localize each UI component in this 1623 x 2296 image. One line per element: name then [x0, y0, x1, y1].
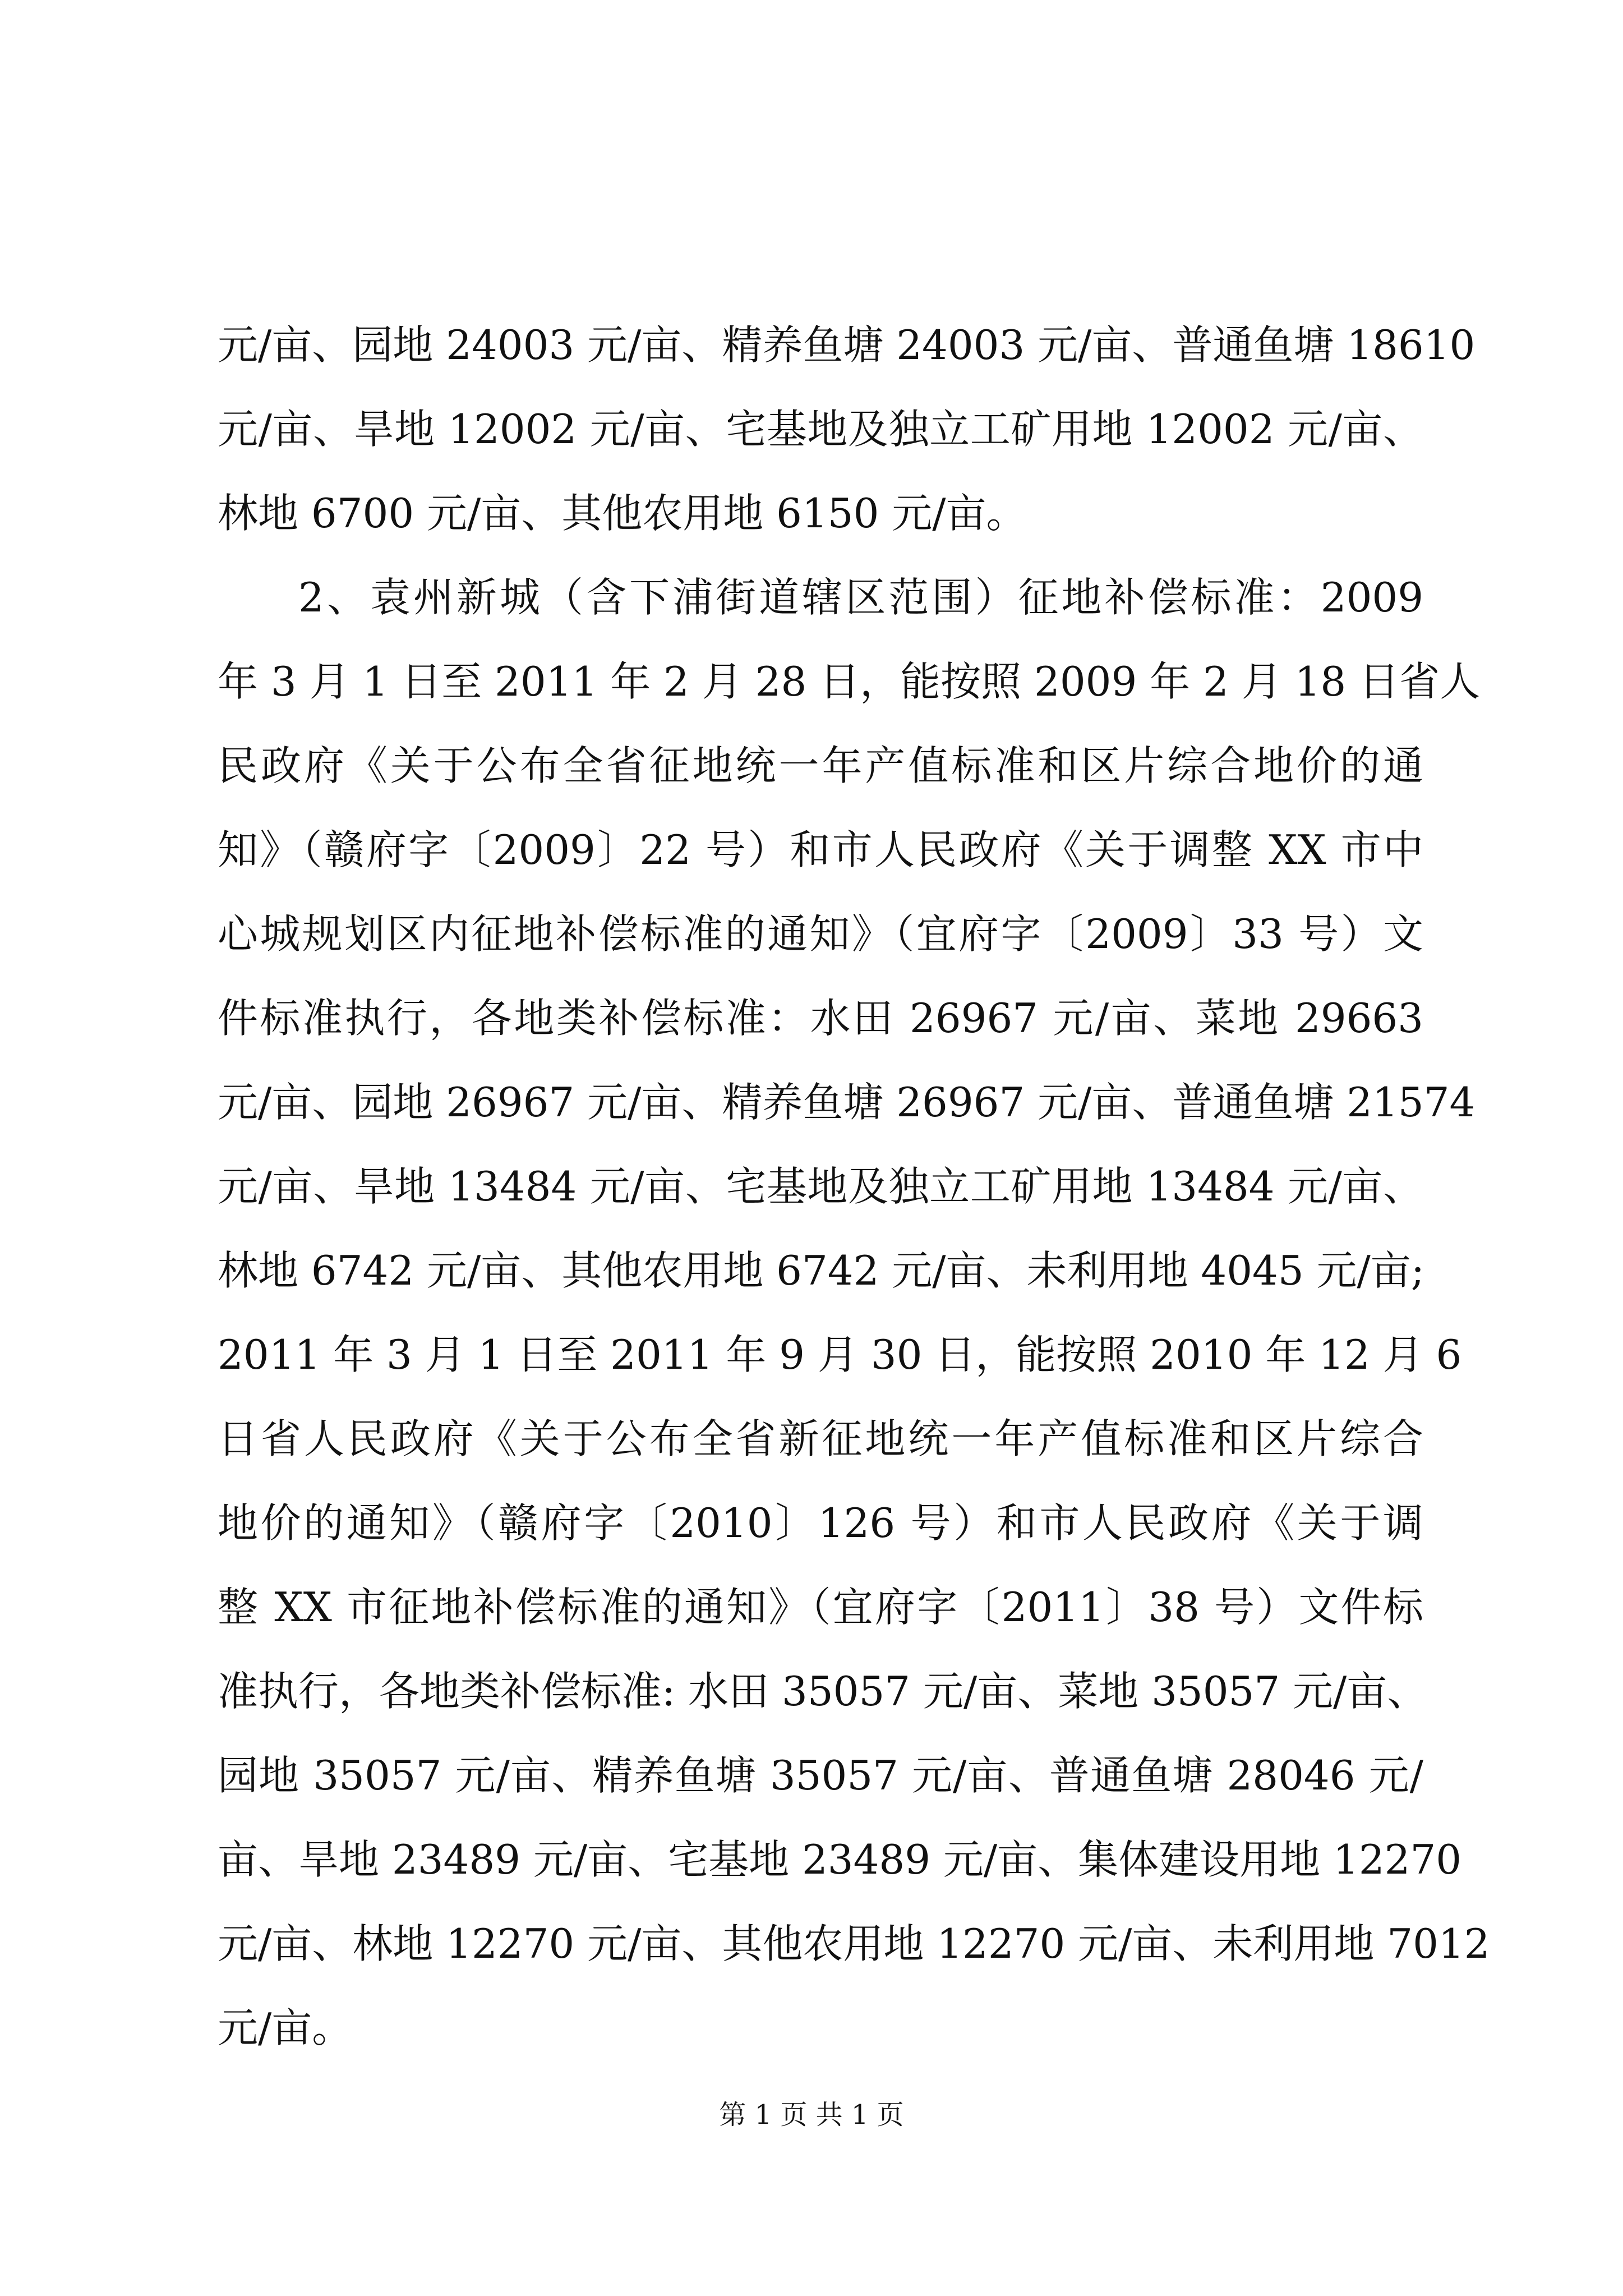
- text-line: 元/亩、园地 24003 元/亩、精养鱼塘 24003 元/亩、普通鱼塘 18610: [218, 321, 1476, 369]
- text-line: 准执行，各地类补偿标准: 水田 35057 元/亩、菜地 35057 元/亩、: [218, 1668, 1428, 1715]
- text-line: 元/亩。: [218, 2004, 353, 2051]
- text-line: 林地 6742 元/亩、其他农用地 6742 元/亩、未利用地 4045 元/亩;: [218, 1247, 1425, 1294]
- text-line: 知》（赣府字〔2009〕22 号）和市人民政府《关于调整 XX 市中: [218, 826, 1423, 873]
- text-line: 林地 6700 元/亩、其他农用地 6150 元/亩。: [218, 490, 1027, 537]
- text-line: 园地 35057 元/亩、精养鱼塘 35057 元/亩、普通鱼塘 28046 元/: [218, 1752, 1423, 1799]
- text-line: 年 3 月 1 日至 2011 年 2 月 28 日，能按照 2009 年 2 月 18 日省人: [218, 658, 1481, 705]
- text-line: 元/亩、旱地 13484 元/亩、宅基地及独立工矿用地 13484 元/亩、: [218, 1163, 1423, 1210]
- text-line: 整 XX 市征地补偿标准的通知》（宜府字〔2011〕38 号）文件标: [218, 1584, 1423, 1631]
- page-footer: [0, 2098, 1623, 2132]
- text-line: 元/亩、旱地 12002 元/亩、宅基地及独立工矿用地 12002 元/亩、: [218, 406, 1423, 453]
- text-line: 元/亩、园地 26967 元/亩、精养鱼塘 26967 元/亩、普通鱼塘 21574: [218, 1079, 1476, 1126]
- text-line: 地价的通知》（赣府字〔2010〕126 号）和市人民政府《关于调: [218, 1499, 1423, 1547]
- text-line: 2011 年 3 月 1 日至 2011 年 9 月 30 日，能按照 2010 年 12 月 6: [218, 1331, 1462, 1378]
- page-number-label: 第 1 页 共 1 页: [719, 2099, 904, 2131]
- text-line: 件标准执行，各地类补偿标准：水田 26967 元/亩、菜地 29663: [218, 995, 1423, 1042]
- text-line: 元/亩、林地 12270 元/亩、其他农用地 12270 元/亩、未利用地 7012: [218, 1920, 1490, 1967]
- text-line: 日省人民政府《关于公布全省新征地统一年产值标准和区片综合: [218, 1415, 1423, 1462]
- text-line: 亩、旱地 23489 元/亩、宅基地 23489 元/亩、集体建设用地 12270: [218, 1836, 1462, 1883]
- body-text: [218, 303, 1490, 2070]
- text-line: 民政府《关于公布全省征地统一年产值标准和区片综合地价的通: [218, 742, 1423, 789]
- paragraph-start-line: 2、袁州新城（含下浦街道辖区范围）征地补偿标准：2009: [298, 574, 1423, 621]
- text-line: 心城规划区内征地补偿标准的通知》（宜府字〔2009〕33 号）文: [218, 910, 1423, 958]
